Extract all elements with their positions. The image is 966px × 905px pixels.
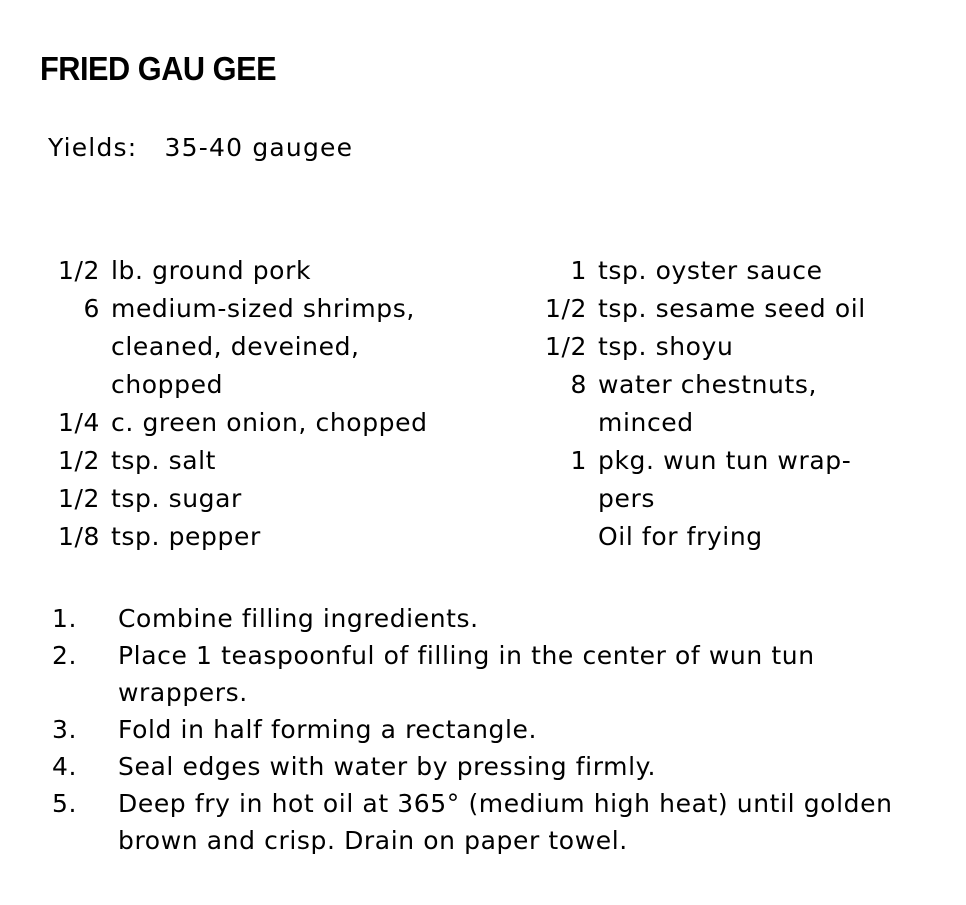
ingredient-quantity: 1/2: [544, 332, 587, 361]
ingredient-item-continuation: [535, 518, 935, 556]
ingredient-item-continuation: [535, 480, 935, 518]
ingredient-item: [48, 404, 518, 442]
ingredient-quantity: 1/2: [57, 484, 100, 513]
direction-step: [48, 748, 948, 785]
ingredient-item: [535, 328, 935, 366]
ingredient-item: [535, 366, 935, 404]
ingredients-column-left: [48, 252, 518, 556]
ingredient-text: chopped: [111, 370, 224, 399]
step-text: Fold in half forming a rectangle.: [118, 715, 538, 744]
ingredient-text: tsp. sugar: [111, 484, 242, 513]
step-number: 5.: [52, 789, 78, 818]
direction-step: [48, 600, 948, 637]
yields-row: [48, 133, 353, 162]
step-text: Combine filling ingredients.: [118, 604, 479, 633]
ingredient-item: [48, 480, 518, 518]
ingredient-text: tsp. oyster sauce: [598, 256, 823, 285]
ingredient-quantity: 1: [570, 446, 587, 475]
ingredient-text: water chestnuts,: [598, 370, 818, 399]
ingredient-text: tsp. shoyu: [598, 332, 734, 361]
ingredient-text: Oil for frying: [598, 522, 763, 551]
ingredient-quantity: 6: [83, 294, 100, 323]
direction-step: [48, 785, 948, 859]
step-number: 2.: [52, 641, 78, 670]
ingredient-quantity: 1/2: [57, 256, 100, 285]
direction-step: [48, 637, 948, 711]
ingredient-text: lb. ground pork: [111, 256, 312, 285]
ingredient-quantity: 1/4: [57, 408, 100, 437]
page-title: FRIED GAU GEE: [40, 50, 277, 88]
ingredient-text: cleaned, deveined,: [111, 332, 360, 361]
ingredient-text: c. green onion, chopped: [111, 408, 428, 437]
ingredients-column-right: [535, 252, 935, 556]
ingredient-item: [535, 442, 935, 480]
ingredient-item: [535, 290, 935, 328]
ingredient-text: tsp. sesame seed oil: [598, 294, 866, 323]
step-number: 4.: [52, 752, 78, 781]
step-text: Place 1 teaspoonful of filling in the center of wun tun wrappers.: [118, 641, 815, 707]
ingredient-item-continuation: [535, 404, 935, 442]
ingredient-text: pers: [598, 484, 655, 513]
ingredient-text: tsp. pepper: [111, 522, 261, 551]
ingredient-item: [48, 518, 518, 556]
ingredient-item: [48, 442, 518, 480]
yields-label: Yields:: [48, 133, 138, 162]
directions-section: [48, 600, 948, 859]
ingredient-text: pkg. wun tun wrap-: [598, 446, 852, 475]
step-number: 1.: [52, 604, 78, 633]
step-text: Seal edges with water by pressing firmly.: [118, 752, 657, 781]
step-text: Deep fry in hot oil at 365° (medium high heat) until golden brown and crisp. Drain on paper towel.: [118, 789, 893, 855]
ingredient-text: minced: [598, 408, 694, 437]
ingredient-quantity: 8: [570, 370, 587, 399]
ingredient-text: medium-sized shrimps,: [111, 294, 415, 323]
ingredient-quantity: 1/2: [57, 446, 100, 475]
ingredient-item: [535, 252, 935, 290]
step-number: 3.: [52, 715, 78, 744]
yields-value: 35-40 gaugee: [164, 133, 354, 162]
ingredient-text: tsp. salt: [111, 446, 217, 475]
ingredient-item: [48, 290, 518, 328]
direction-step: [48, 711, 948, 748]
ingredient-quantity: 1/2: [544, 294, 587, 323]
ingredient-item-continuation: [48, 328, 518, 366]
ingredient-quantity: 1/8: [57, 522, 100, 551]
ingredient-item: [48, 252, 518, 290]
ingredient-item-continuation: [48, 366, 518, 404]
ingredient-quantity: 1: [570, 256, 587, 285]
